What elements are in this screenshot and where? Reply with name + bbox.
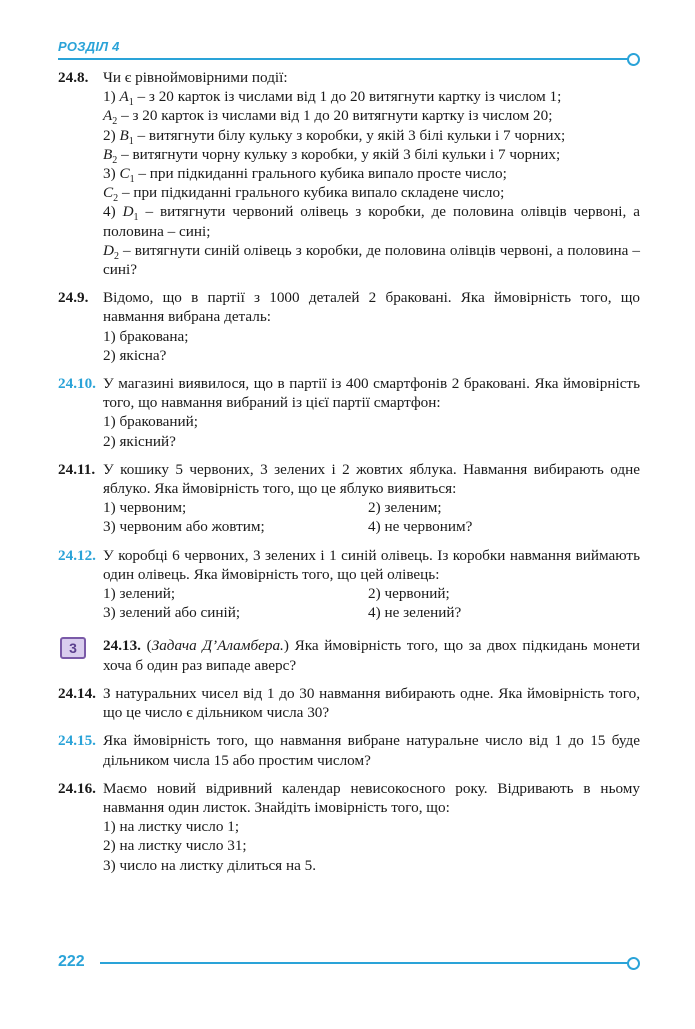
problem-24-10 [58,374,640,451]
problem-24-13 [58,636,640,674]
header-rule-end-circle [627,53,640,66]
problem-number: 24.8. [58,69,89,86]
answer-option: 4) не зелений? [368,604,462,622]
problem-statement: Маємо новий відривний календар невисокосного року. Відривають в ньому навмання один листок. Знайдіть імовірність того, що: [103,779,640,816]
answer-option: 1) зелений; [103,585,176,603]
event-line: 4) $D_1$ – витягнути червоний олівець з коробки, де половина олівців червоні, а половина – сині; [103,203,640,240]
footer-rule-end-circle [627,957,640,970]
event-line: 2) $B_1$ – витягнути білу кульку з коробки, у якій 3 білі кульки і 7 чорних; [103,126,566,147]
event-line: 1) $A_1$ – з 20 карток із числами від 1 до 20 витягнути картку із числом 1; [103,88,562,109]
problem-statement: У кошику 5 червоних, 3 зелених і 2 жовтих яблука. Навмання вибирають одне яблуко. Яка ймовірність того, що це яблуко виявиться: [103,460,640,498]
problem-24-16 [58,779,640,875]
answer-option: 2) якісна? [103,346,167,364]
problem-number: 24.16. [58,779,96,797]
problem-statement: У магазині виявилося, що в партії із 400 смартфонів 2 браковані. Яка ймовірність того, що навмання вибраний із цієї партії смартфон: [103,375,640,412]
problem-number: 24.11. [58,460,96,478]
event-line: $A_2$ – з 20 карток із числами від 1 до 20 витягнути картку із числом 20; [103,107,553,128]
problem-24-9 [58,288,640,365]
problem-statement: З натуральних чисел від 1 до 30 навмання вибирають одне. Яка ймовірність того, що це число є дільником числа 30? [103,684,640,722]
problem-24-15 [58,731,640,769]
problem-statement: Яка ймовірність того, що навмання вибране натуральне число від 1 до 15 буде дільником числа 15 або простим числом? [103,732,640,769]
answer-option: 3) число на листку ділиться на 5. [103,856,317,874]
answer-option: 1) бракований; [103,413,199,431]
answer-option: 3) червоним або жовтим; [103,518,265,536]
problem-number: 24.14. [58,684,96,702]
problems-list [58,68,640,884]
answer-option: 2) зеленим; [368,499,442,517]
problem-statement: У коробці 6 червоних, 3 зелених і 1 синій олівець. Із коробки навмання виймають один олівець. Яка ймовірність того, що цей олівець: [103,546,640,583]
event-line: $D_2$ – витягнути синій олівець з коробки, де половина олівців червоні, а половина – сині? [103,241,640,279]
problem-statement: 24.13. (Задача Д’Аламбера.) Яка ймовірність того, що за двох підкидань монети хоча б один раз випаде аверс? [103,637,640,674]
problem-number: 24.12. [58,546,96,564]
answer-options-grid [103,498,640,536]
problem-number: 24.10. [58,375,96,393]
event-line: 3) $C_1$ – при підкиданні грального кубика випало просте число; [103,165,507,186]
page-number: 222 [58,953,85,970]
problem-statement: Чи є рівноймовірними події: [103,69,288,86]
answer-option: 2) червоний; [368,585,450,603]
problem-number: 24.13. [103,637,141,655]
section-label: РОЗДІЛ 4 [58,39,120,54]
event-list [103,87,640,279]
problem-number: 24.15. [58,732,96,750]
answer-option: 1) бракована; [103,327,189,345]
event-line: $C_2$ – при підкиданні грального кубика випало складене число; [103,184,505,205]
answer-option: 1) червоним; [103,499,187,517]
problem-24-8 [58,68,640,279]
problem-24-11 [58,460,640,537]
problem-24-12 [58,546,640,623]
problem-statement: Відомо, що в партії з 1000 деталей 2 браковані. Яка ймовірність того, що навмання вибрана деталь: [103,289,640,326]
answer-option: 2) на листку число 31; [103,837,247,855]
answer-option: 2) якісний? [103,432,176,450]
difficulty-level-marker: 3 [60,637,86,659]
answer-option: 4) не червоним? [368,518,473,536]
problem-number: 24.9. [58,289,89,307]
problem-title: Задача Д’Аламбера. [151,637,284,655]
event-line: $B_2$ – витягнути чорну кульку з коробки, у якій 3 білі кульки і 7 чорних; [103,145,561,166]
answer-options-grid [103,584,640,622]
header-rule [58,58,630,60]
footer-rule [100,962,630,964]
answer-option: 1) на листку число 1; [103,818,240,836]
problem-24-14 [58,684,640,722]
answer-option: 3) зелений або синій; [103,604,241,622]
